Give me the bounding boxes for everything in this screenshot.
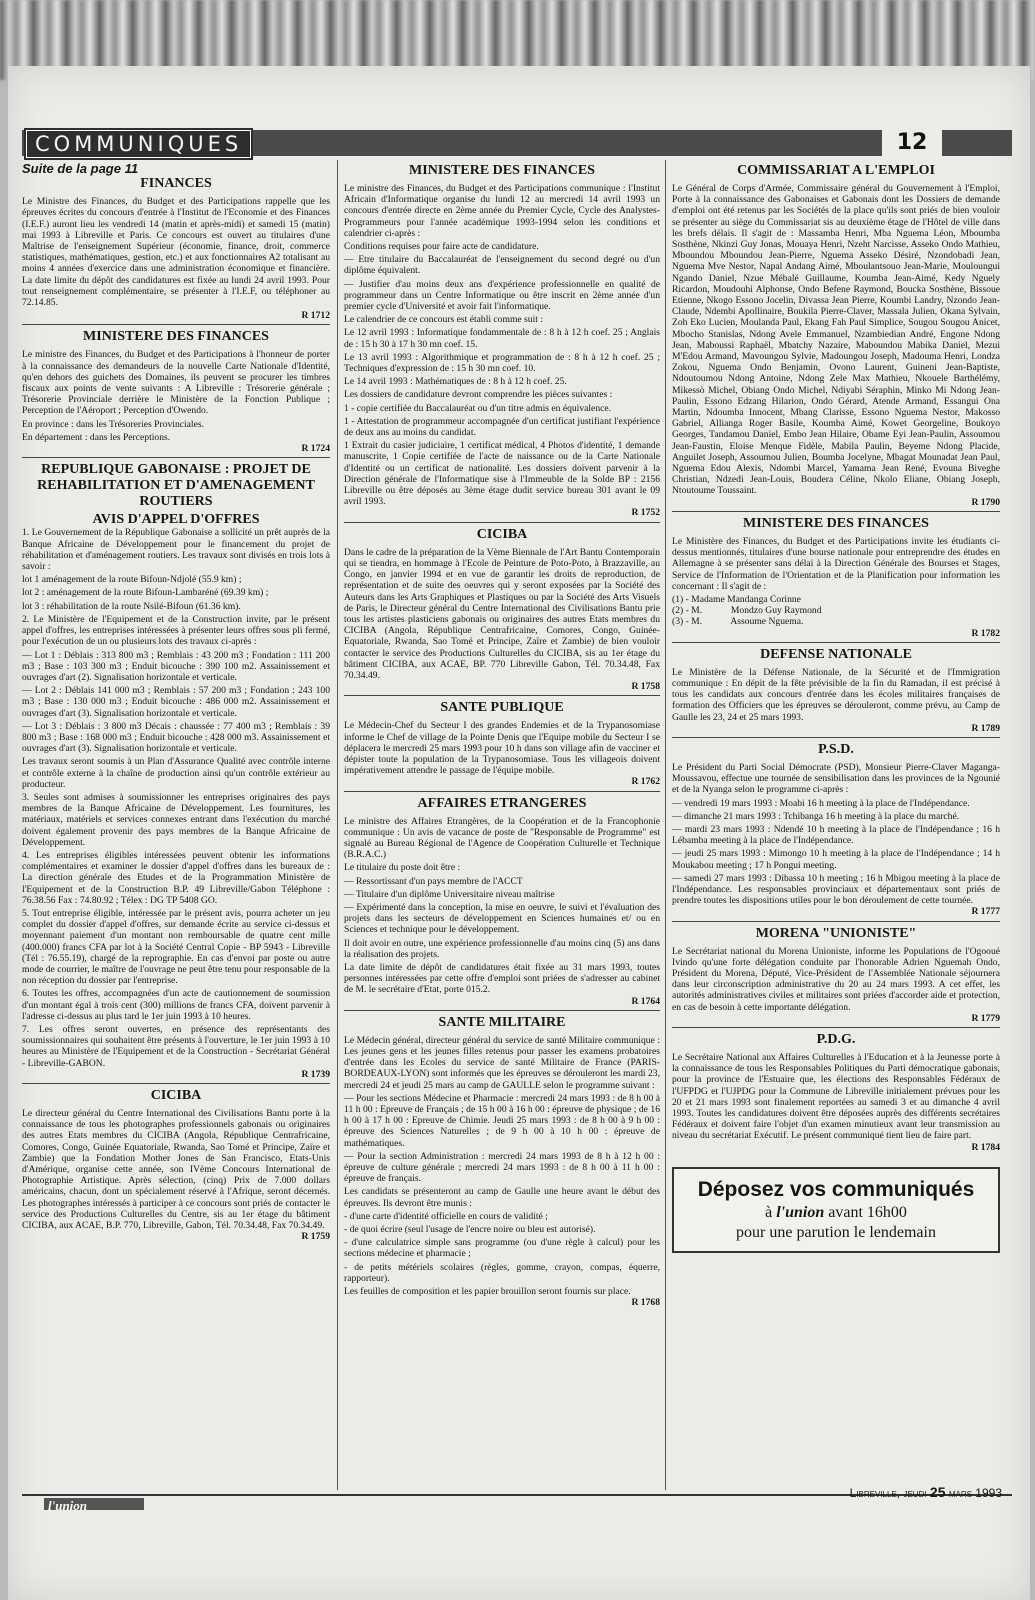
notice-title: SANTE MILITAIRE <box>438 1014 566 1030</box>
notice-text: Le Secrétariat national du Morena Unioniste, informe les Populations de l'Ogooué Ivindo qu'une forte délégation conduite par l'honorable Adrien Nguemah Ondo, Président du Morena, Député, Vice-Président de l'Assemblée Nationale séjournera dans leur circonscription administrative du 20 au 24 mars 1993. A cet effet, les autorités administratives civiles et militaires sont priées d'accorder aide et protection, en cas de besoin à cette importante délégation. <box>672 945 1000 1013</box>
column-divider <box>665 160 666 1490</box>
notice-ref: R 1790 <box>971 496 1000 508</box>
ad-brand: l'union <box>776 1203 825 1221</box>
notice-text: 1 - copie certifiée du Baccalauréat ou d'un titre admis en équivalence. <box>344 402 612 414</box>
notice-text: Les feuilles de composition et les papier brouillon seront fournis sur place. <box>344 1286 631 1298</box>
notice-title: MINISTERE DES FINANCES <box>409 163 595 178</box>
notice-text: Le titulaire du poste doit être : <box>344 862 461 874</box>
notice-text: — Lot 1 : Déblais : 313 800 m3 ; Remblais : 43 200 m3 ; Fondation : 111 200 m3 ; Base : 103 300 m3 ; Enduit bicouche : 390 100 m2. Assainissement et ouvrages d'art (2). Signalisation horizontale et verticale. <box>22 649 330 683</box>
section-header <box>22 130 1012 156</box>
notice-ref: R 1779 <box>971 1012 1000 1024</box>
notice-text: - d'une calculatrice simple sans programme (ou d'une règle à calcul) pour les sections médecine et pharmacie ; <box>344 1237 660 1260</box>
notice-text: — Lot 2 : Déblais 141 000 m3 ; Remblais : 57 200 m3 ; Fondation : 243 100 m3 ; Base : 130 000 m3 ; Enduit bicouche : 486 000 m2. Assainissement et ouvrages d'art (3). Signalisation horizontale et verticale. <box>22 685 330 719</box>
notice-title: CICIBA <box>150 1088 202 1104</box>
notice-text: — Justifier d'au moins deux ans d'expérience professionnelle en qualité de programmeur dans un Centre Informatique ou être inscrit en 2ème année d'un premier cycle d'Université et avoir fait l'informatique. <box>344 278 660 313</box>
notice-text: 3. Seules sont admises à soumissionner les entreprises originaires des pays membres de la Banque Africaine de Développement. Les fournitures, les matériaux, matériels et services connexes entrant dans l'exécution du marché doivent également provenir des pays membres de la Banque Africaine de Développement. <box>22 791 330 848</box>
notice-text: Le 14 avril 1993 : Mathématiques de : 8 h à 12 h coef. 25. <box>344 376 567 388</box>
notice-text: Le calendrier de ce concours est établi comme suit : <box>344 314 543 326</box>
notice-ref: R 1768 <box>631 1297 660 1309</box>
notice-text: 5. Tout entreprise éligible, intéressée par le présent avis, pourra acheter un jeu complet du dossier d'appel d'offres, sur demande écrite au service ci-dessus et moyennant paiement d'un montant non remboursable de quatre cent mille (400.000) francs CFA par lot à la Société Central Copie - BP 5943 - Libreville (Tél : 76.55.19), chargé de la reprographie. En cas d'envoi par poste ou autre mode de courrier, le maître de l'ouvrage ne peut être tenu pour responsable de la non réception du dossier par l'entreprise. <box>22 907 330 987</box>
notice-text: 7. Les offres seront ouvertes, en présence des représentants des soumissionnaires qui souhaitent être présents à l'ouverture, le 1er juin 1993 à 10 heures au Ministère de l'Equipement et de la Construction - Secrétariat Général - Libreville-GABON. <box>22 1024 330 1069</box>
notice-text: - de quoi écrire (seul l'usage de l'encre noire ou bleu est autorisé). <box>344 1224 596 1236</box>
notice-text: Dans le cadre de la préparation de la Vème Biennale de l'Art Bantu Contemporain qui se tiendra, en hommage à l'Ecole de Peinture de Poto-Poto, à Brazzaville, au Congo, en janvier 1994 et en vue de garantir les droits de reproduction, de représentation et de suite des oeuvres qui y seront exposées par la Société des Auteurs dans les Arts Graphiques et Plastiques ou par la Société des Arts Visuels de Paris, le Directeur général du Centre International des Civilisations Bantu prie tous les artistes plasticiens gabonais ou originaires des autres Etats membres du CICIBA (Angola, République Centrafricaine, Comores, Congo, Guinée-Equatoriale, Rwanda, Sao Tomé et Principe, Zaïre et Zambie) de bien vouloir contacter le service des Productions Culturelles du CICIBA, sis au 1er étage du bâtiment CICIBA, aux ACAE, BP. 770 Libreville Gabon, Tél. 70.34.48, Fax 70.34.49. <box>344 546 660 681</box>
footer-logo: l'union <box>48 1498 88 1513</box>
notice-ref: R 1764 <box>631 995 660 1007</box>
ad-headline: Déposez vos communiqués <box>697 1177 975 1201</box>
notice-text: — jeudi 25 mars 1993 : Mimongo 10 h meeting à la place de l'Indépendance ; 14 h Moukabou meeting ; 17 h Pongui meeting. <box>672 848 1000 871</box>
notice-text: Le ministre des Finances, du Budget et des Participations communique : l'Institut Africain d'Informatique organise du lundi 12 au mercredi 14 avril 1993 un concours d'entrée directe en 2ème année du Premier Cycle, Cycle des Analystes-Programmeurs pour l'année académique 1993-1994 selon les conditions et calendrier ci-après : <box>344 183 660 239</box>
notice-ref: R 1762 <box>631 776 660 788</box>
notice-text: Les travaux seront soumis à un Plan d'Assurance Qualité avec contrôle interne et contrôle externe à la chaîne de production ainsi qu'un contrôle extérieur au producteur. <box>22 756 330 790</box>
notice-text: Le Ministère de la Défense Nationale, de la Sécurité et de l'Immigration communique : En dépit de la fête prévisible de la fin du Ramadan, il est précisé à tous les candidats aux concours d'entrée dans les écoles militaires françaises de formation des Officiers que les épreuves se dérouleront, comme prévu, au Camp de Gaulle les 23, 24 et 25 mars 1993. <box>672 666 1000 723</box>
notice-text: 6. Toutes les offres, accompagnées d'un acte de cautionnement de soumission d'un montant égal à trois cent (300) millions de francs CFA, doivent parvenir à l'adresse ci-dessus au plus tard le 1er juin 1993 à 10 heures. <box>22 988 330 1022</box>
notice-text: Il doit avoir en outre, une expérience professionnelle d'au moins cinq (5) ans dans la réalisation des projets. <box>344 937 660 960</box>
notice-ref: R 1712 <box>301 310 330 322</box>
notice-ref: R 1789 <box>971 722 1000 734</box>
notice-ref: R 1759 <box>301 1231 330 1243</box>
notice-text: — mardi 23 mars 1993 : Ndendé 10 h meeting à la place de l'Indépendance ; 16 h Lébamba meeting à la place de l'Indépendance. <box>672 823 1000 847</box>
notice-title: SANTE PUBLIQUE <box>440 700 564 716</box>
notice-text: Le Président du Parti Social Démocrate (PSD), Monsieur Pierre-Claver Maganga-Moussavou, effectue une tournée de sensibilisation dans les provinces de la Ngounié et de la Nyanga selon le programme ci-après : <box>672 761 1000 796</box>
notice-text: En province : dans les Trésoreries Provinciales. <box>22 418 204 430</box>
notice-text: 2. Le Ministère de l'Equipement et de la Construction invite, par le présent appel d'offres, les entreprises intéressées à présenter leurs offres sous pli fermé, pour l'exécution de un ou plusieurs lots des travaux ci-après : <box>22 613 330 648</box>
notice-text: Le 12 avril 1993 : Informatique fondammentale de : 8 h à 12 h coef. 25 ; Anglais de : 15 h 30 à 17 h 30 mn coef. 15. <box>344 327 660 350</box>
notice-ref: R 1777 <box>971 906 1000 918</box>
notice-text: Le directeur général du Centre International des Civilisations Bantu porte à la connaissance de tous les photographes professionnels gabonais ou originaires des autres Etats membres du CICIBA (Angola, République Centrafricaine, Comores, Congo, Guinée Equatoriale, Rwanda, Sao Tomé et Principe, Zaïre et Zambie) que la Fondation Mother Jones de San Francisco, Etats-Unis d'Amérique, organise cette année, son IVème Concours International de Photographie Artistique. Après sélection, (cinq) Prix de 7.000 dollars américains, chacun, dont un spécialement réservé à l'Afrique, seront décernés. Les photographes intéressés à participer à ce concours sont priés de contacter le service des Productions Culturelles du Centre, sis au 1er étage du bâtiment CICIBA, aux ACAE, B.P. 770, Libreville, Gabon, Tél. 70.34.48, Fax 70.34.49. <box>22 1108 330 1232</box>
notice-title: REPUBLIQUE GABONAISE : PROJET DE REHABILITATION ET D'AMENAGEMENT ROUTIERS <box>37 462 315 510</box>
continuation-label: Suite de la page 11 <box>22 161 139 176</box>
page-number: 12 <box>882 130 942 156</box>
notice-text: Conditions requises pour faire acte de candidature. <box>344 241 539 253</box>
notice-text: Le ministre des Affaires Etrangères, de la Coopération et de la Francophonie communique : Un avis de vacance de poste de "Responsable de Programme" est signalé au Bureau Régional de l'Agence de Coopération Culturelle et Technique (B.R.A.C.) <box>344 815 660 861</box>
notice-title: MINISTERE DES FINANCES <box>743 515 929 531</box>
page-footer <box>22 1484 1012 1513</box>
notice-text: — Pour les sections Médecine et Pharmacie : mercredi 24 mars 1993 : de 8 h 00 à 11 h 00 : Epreuve de Français ; de 15 h 00 à 16 h 00 : épreuve de physique ; de 16 h 00 à 17 h 00 : Epreuve de Chimie. Jeudi 25 mars 1993 : de 8 h 00 à 9 h 00 : épreuve des Sciences Naturelles ; de 9 h 00 à 10 h 00 : épreuve de mathématiques. <box>344 1092 660 1149</box>
notice-text: — Titulaire d'un diplôme Universitaire niveau maîtrise <box>344 888 555 900</box>
notice-text: — Etre titulaire du Baccalauréat de l'enseignement du second degré ou d'un diplôme équivalent. <box>344 254 660 277</box>
notice-text: Le ministre des Finances, du Budget et des Participations à l'honneur de porter à la connaissance des demandeurs de la nouvelle Carte Nationale d'Identité, qu'en dehors des guichets des Domaines, ils peuvent se procurer les timbres fiscaux aux points de vente suivants : A Libreville : Trésorerie générale ; Trésorerie Provinciale derrière le Ministère de la Fonction Publique ; Perception de l'Aéroport ; Perception d'Owendo. <box>22 349 330 417</box>
notice-subtitle: AVIS D'APPEL D'OFFRES <box>92 512 260 528</box>
column-2 <box>344 163 660 1311</box>
notice-text: Les candidats se présenteront au camp de Gaulle une heure avant le début des épreuves. Ils devront être munis : <box>344 1186 660 1209</box>
notice-ref: R 1784 <box>971 1141 1000 1153</box>
notice-list-item: (2) - M. Mondzo Guy Raymond <box>672 605 822 617</box>
notice-text: — vendredi 19 mars 1993 : Moabi 16 h meeting à la place de l'Indépendance. <box>672 797 970 809</box>
notice-text: lot 3 : réhabilitation de la route Nsilé-Bifoun (61.36 km). <box>22 600 241 612</box>
notice-ref: R 1739 <box>301 1068 330 1080</box>
section-title: COMMUNIQUES <box>26 130 251 158</box>
notice-text: - d'une carte d'identité officielle en cours de validité ; <box>344 1210 548 1222</box>
notice-text: En département : dans les Perceptions. <box>22 431 171 443</box>
notice-text: Le Ministère des Finances, du Budget et des Participations invite les étudiants ci-dessus mentionnés, titulaires d'une bourse nationale pour entreprendre des études en Allemagne à se présenter sans délai à la Direction Générale des Bourses et Stages, Service de l'Information de l'Orientation et de la Planification pour information les concernant : Il s'agit de : <box>672 535 1000 592</box>
ad-line <box>678 1203 994 1223</box>
notice-text: Le 13 avril 1993 : Algorithmique et programmation de : 8 h à 12 h coef. 25 ; Techniques d'expression de : 15 h 30 mn coef. 10. <box>344 351 660 375</box>
notice-ref: R 1724 <box>301 443 330 455</box>
notice-text: — Lot 3 : Déblais : 3 800 m3 Décais : chaussée : 77 400 m3 ; Remblais : 39 800 m3 ; Base : 168 000 m3 ; Enduit bicouche : 428 000 m3. Assainissement et ouvrages d'art (3). Signalisation horizontale et verticale. <box>22 720 330 755</box>
notice-title: MINISTERE DES FINANCES <box>83 329 269 345</box>
notice-text: lot 1 aménagement de la route Bifoun-Ndjolé (55.9 km) ; <box>22 574 242 586</box>
notice-text: Les dossiers de candidature devront comprendre les pièces suivantes : <box>344 389 613 401</box>
notice-title: DEFENSE NATIONALE <box>760 646 912 662</box>
column-1 <box>22 163 330 1245</box>
notice-text: 1 - Attestation de programmeur accompagnée d'un certificat justifiant l'expérience de deux ans au moins du candidat. <box>344 415 660 439</box>
notice-title: CICIBA <box>476 526 528 542</box>
ad-subline: pour une parution le lendemain <box>736 1223 936 1241</box>
ad-text: à <box>765 1203 773 1221</box>
notice-text: 4. Les entreprises éligibles intéressées peuvent obtenir les informations complémentaires et examiner le dossier d'appel d'offres dans les bureaux de : La direction générale des Etudes et de la Programmation Ministère de l'Equipement et de la Construction B.P. 49 Libreville/Gabon Téléphone : 76.38.56 Fax : 74.80.92 ; Télex : DG TP 5408 GO. <box>22 849 330 906</box>
notice-text: Le Ministre des Finances, du Budget et des Participations rappelle que les épreuves écrites du concours d'entrée à l'Institut de l'Economie et des Finances (I.E.F.) auront lieu les vendredi 14 (matin et après-midi) et samedi 15 (matin) mai 1993 à Libreville et Paris. Ce concours est ouvert au titulaires d'une Maîtrise de l'enseignement Supérieur (économie, finance, droit, commerce statistiques, mathématiques, gestion, etc.) et aux fonctionnaires A2 totalisant au moins 4 années d'exercice dans une administration économique et financière. La date limite du dépôt des candidatures est fixée au lundi 24 avril 1993. Pour tout renseignement complémentaire, se présenter à l'I.E.F, ou téléphoner au 72.14.85. <box>22 196 330 309</box>
notice-title: COMMISSARIAT A L'EMPLOI <box>737 163 935 178</box>
notice-ref: R 1752 <box>631 507 660 519</box>
advertisement-box <box>672 1167 1000 1253</box>
footer-date: Libreville, jeudi 25 mars 1993 <box>849 1484 1002 1500</box>
notice-text: — Expérimenté dans la conception, la mise en oeuvre, le suivi et l'évaluation des projets dans les secteurs de développement en Sciences humaines et/ ou en Sciences et technique pour le développement. <box>344 901 660 936</box>
notice-text: La date limite de dépôt de candidatures était fixée au 31 mars 1993, toutes personnes intéressées par cette offre d'emploi sont priées de s'adresser au cabinet de M. le secrétaire d'Etat, porte 015.2. <box>344 961 660 996</box>
notice-text: 1 Extrait du casier judiciaire, 1 certificat médical, 4 Photos d'identité, 1 demande manuscrite, 1 Copie certifiée de l'acte de naissance ou de la Carte Nationale d'Identité ou un certificat de nationalité. Les dossiers doivent parvenir à la Direction générale de l'Informatique sise à l'Immeuble de la Solde BP : 2156 Libreville ou être déposés au 3ème étage dudit service bureau 301 avant le 09 avril 1993. <box>344 440 660 508</box>
notice-text: - de petits métériels scolaires (règles, gomme, crayon, compas, équerre, rapporteur). <box>344 1261 660 1284</box>
column-divider <box>337 160 338 1490</box>
ad-text: avant 16h00 <box>828 1203 907 1221</box>
notice-ref: R 1758 <box>631 681 660 693</box>
notice-title: FINANCES <box>140 176 212 192</box>
notice-title: P.D.G. <box>816 1032 856 1047</box>
notice-list-item: (1) - Madame Mandanga Corinne <box>672 593 801 605</box>
notice-text: Le Médecin-Chef du Secteur I des grandes Endemies et de la Trypanosomiase informe le Chef de village de la Pointe Denis que l'Equipe mobile du Secteur I se déplacera le mercredi 25 mars 1993 pour 10 h dans son village afin de vacciner et dépister toute la population de la Trypanosomiase. Tous les villageois doivent impérativement attendre le passage de l'équipe mobile. <box>344 720 660 777</box>
notice-text: — Pour la section Administration : mercredi 24 mars 1993 de 8 h à 12 h 00 : épreuve de culture générale ; mercredi 24 mars 1993 : de 8 h 00 à 11 h 00 : épreuve de français. <box>344 1150 660 1185</box>
notice-text: — dimanche 21 mars 1993 : Tchibanga 16 h meeting à la place du marché. <box>672 810 960 822</box>
notice-text: lot 2 : aménagement de la route Bifoun-Lambaréné (69.39 km) ; <box>22 587 269 599</box>
notice-text: — samedi 27 mars 1993 : Dibassa 10 h meeting ; 16 h Mbigou meeting à la place de l'Indépendance. Les responsables provinciaux et départementaux sont priés de prendre toutes les dispositions utiles pour le bon déroulement de cette tournée. <box>672 872 1000 907</box>
notice-text: — Ressortissant d'un pays membre de l'ACCT <box>344 875 523 887</box>
notice-list-item: (3) - M. Assoume Nguema. <box>672 616 804 628</box>
notice-title: MORENA "UNIONISTE" <box>755 925 917 941</box>
notice-text: Le Secrétaire National aux Affaires Culturelles à l'Education et à la Jeunesse porte à la connaissance de tous les Responsables Politiques du Parti démocratique gabonais, pour la province de l'Estuaire que, les élections des Responsables Fédéraux de l'UFPDG et l'UJPDG pour la Commune de Libreville initialement prévues pour les 20 et 21 mars 1993 sont finalement reportées au samedi 3 et au dimanche 4 avril 1993. Toutes les candidatures doivent être déposées auprès des différents secrétaires Fédéraux et doivent faire l'objet d'un examen minutieux avant leur transmission au niveau du secrétariat Exécutif. Le présent communiqué tient lieu de faire part. <box>672 1052 1000 1142</box>
column-3 <box>672 163 1000 1253</box>
notice-text: Le Général de Corps d'Armée, Commissaire général du Gouvernement à l'Emploi, Porte à la connaissance des Gabonaises et Gabonais dont les Dossiers de demande d'emploi ont été retenus par les Sociétés de la place qu'ils sont priés de bien vouloir se présenter au siège du Commissariat sis au deuxième étage de l'Hôtel de ville dans les brefs délais. Il s'agit de : Massamba Henri, Mba Nguema Léon, Mboumba Sosthène, Nkinzi Guy Jonas, Mouaya Henri, Nzeht Narcisse, Asseko Ondo Mathieu, Mboundou Mboundou Jean-Pierre, Nguema Asseko Désiré, Nzondobadi Jean, Nguema Mve Nestor, Napal Andang Aimé, Mboulantsouo Jean-Marie, Moulounguì Ngando Daniel, Nzue Mébalé Guillaume, Koumba Jean-Aimé, Kedy Nguely Ricardon, Moudouhi Alphonse, Ondo Befene Raymond, Boucka Sosthène, Bissoue Etienne, Nkogo Essono Jocelin, Divassa Jean Pierre, Koumbi Landry, Nzondo Jean-Claude, Ndembi Apollinaire, Boukila Pierre-Claver, Massala Julien, Okana Sylvain, Zoh Eko Lucien, Moulanda Paul, Ekang Fah Paul Simplice, Sougou Sougou Anicet, Mbocho Stanislas, Ndong Avele Emmanuel, Nzambiedian André, Engone Ndong Jean, Maboussi Raphaël, Mbatchy Nazaire, Maboundou Mabika Daniel, Mezui M'Edou Armand, Mavoungou Sylvie, Madoungou Joseph, Madouma Henri, Londza Zokou, Nguema Ondo Benjamin, Ovono Laurent, Guineni Jean-Baptiste, Ndoutoumou Ndong Antoine, Ndong Zele Max Mathieu, Nkouele Barthélémy, Mikessò Michel, Obiang Ondo Michel, Ndiyabi Séraphin, Minko Mi Ndong Jean-Paulin, Essono Edzang Hilarion, Ondo Gérard, Atende Armand, Essangui Ona Martin, Ndoumba Innocent, Mbang Clarisse, Essono Nguema Nestor, Makosso Gabriel, Allianga Roger Basile, Koumba Aimé, Kowet Georgeline, Boukoyo Georges, Tandamou Daniel, Embo Jean Hilaire, Obame Eyi Jean-Paulin, Assoumou Jean-Faustin, Eloise Menque Fidèle, Mabila Paulin, Beyeme Ndong Placide, Anguilet Joseph, Assoumou Julien, Boumba Jocelyne, Mbagat Mounadat Jean Paul, Nguema Edou Alexis, Ndombi Marcel, Yamama Jean René, Evouna Biveghe Christian, Ndzedi Jean-Louis, Boudera Céline, Nkolo Eliane, Obiang Joseph, Ntoutoume Toussaint. <box>672 183 1000 497</box>
notice-title: AFFAIRES ETRANGERES <box>417 795 587 811</box>
notice-text: Le Médecin général, directeur général du service de santé Militaire communique : Les jeunes gens et les jeunes filles retenus pour passer les examens probatoires d'entrée dans les Ecoles du service de santé Militaire de France (PARIS-BORDEAUX-LYON) sont informés que les épreuves se dérouleront les mardi 23, mercredi 24 et jeudi 25 mars au camp de GAULLE selon le programme suivant : <box>344 1034 660 1091</box>
notice-title: P.S.D. <box>818 741 854 757</box>
notice-ref: R 1782 <box>971 627 1000 639</box>
notice-text: 1. Le Gouvernement de la République Gabonaise a sollicité un prêt auprès de la Banque Africaine de Développement pour le financement du projet de réhabilitation et d'aménagement routiers. Les travaux sont divisés en trois lots à savoir : <box>22 527 330 573</box>
